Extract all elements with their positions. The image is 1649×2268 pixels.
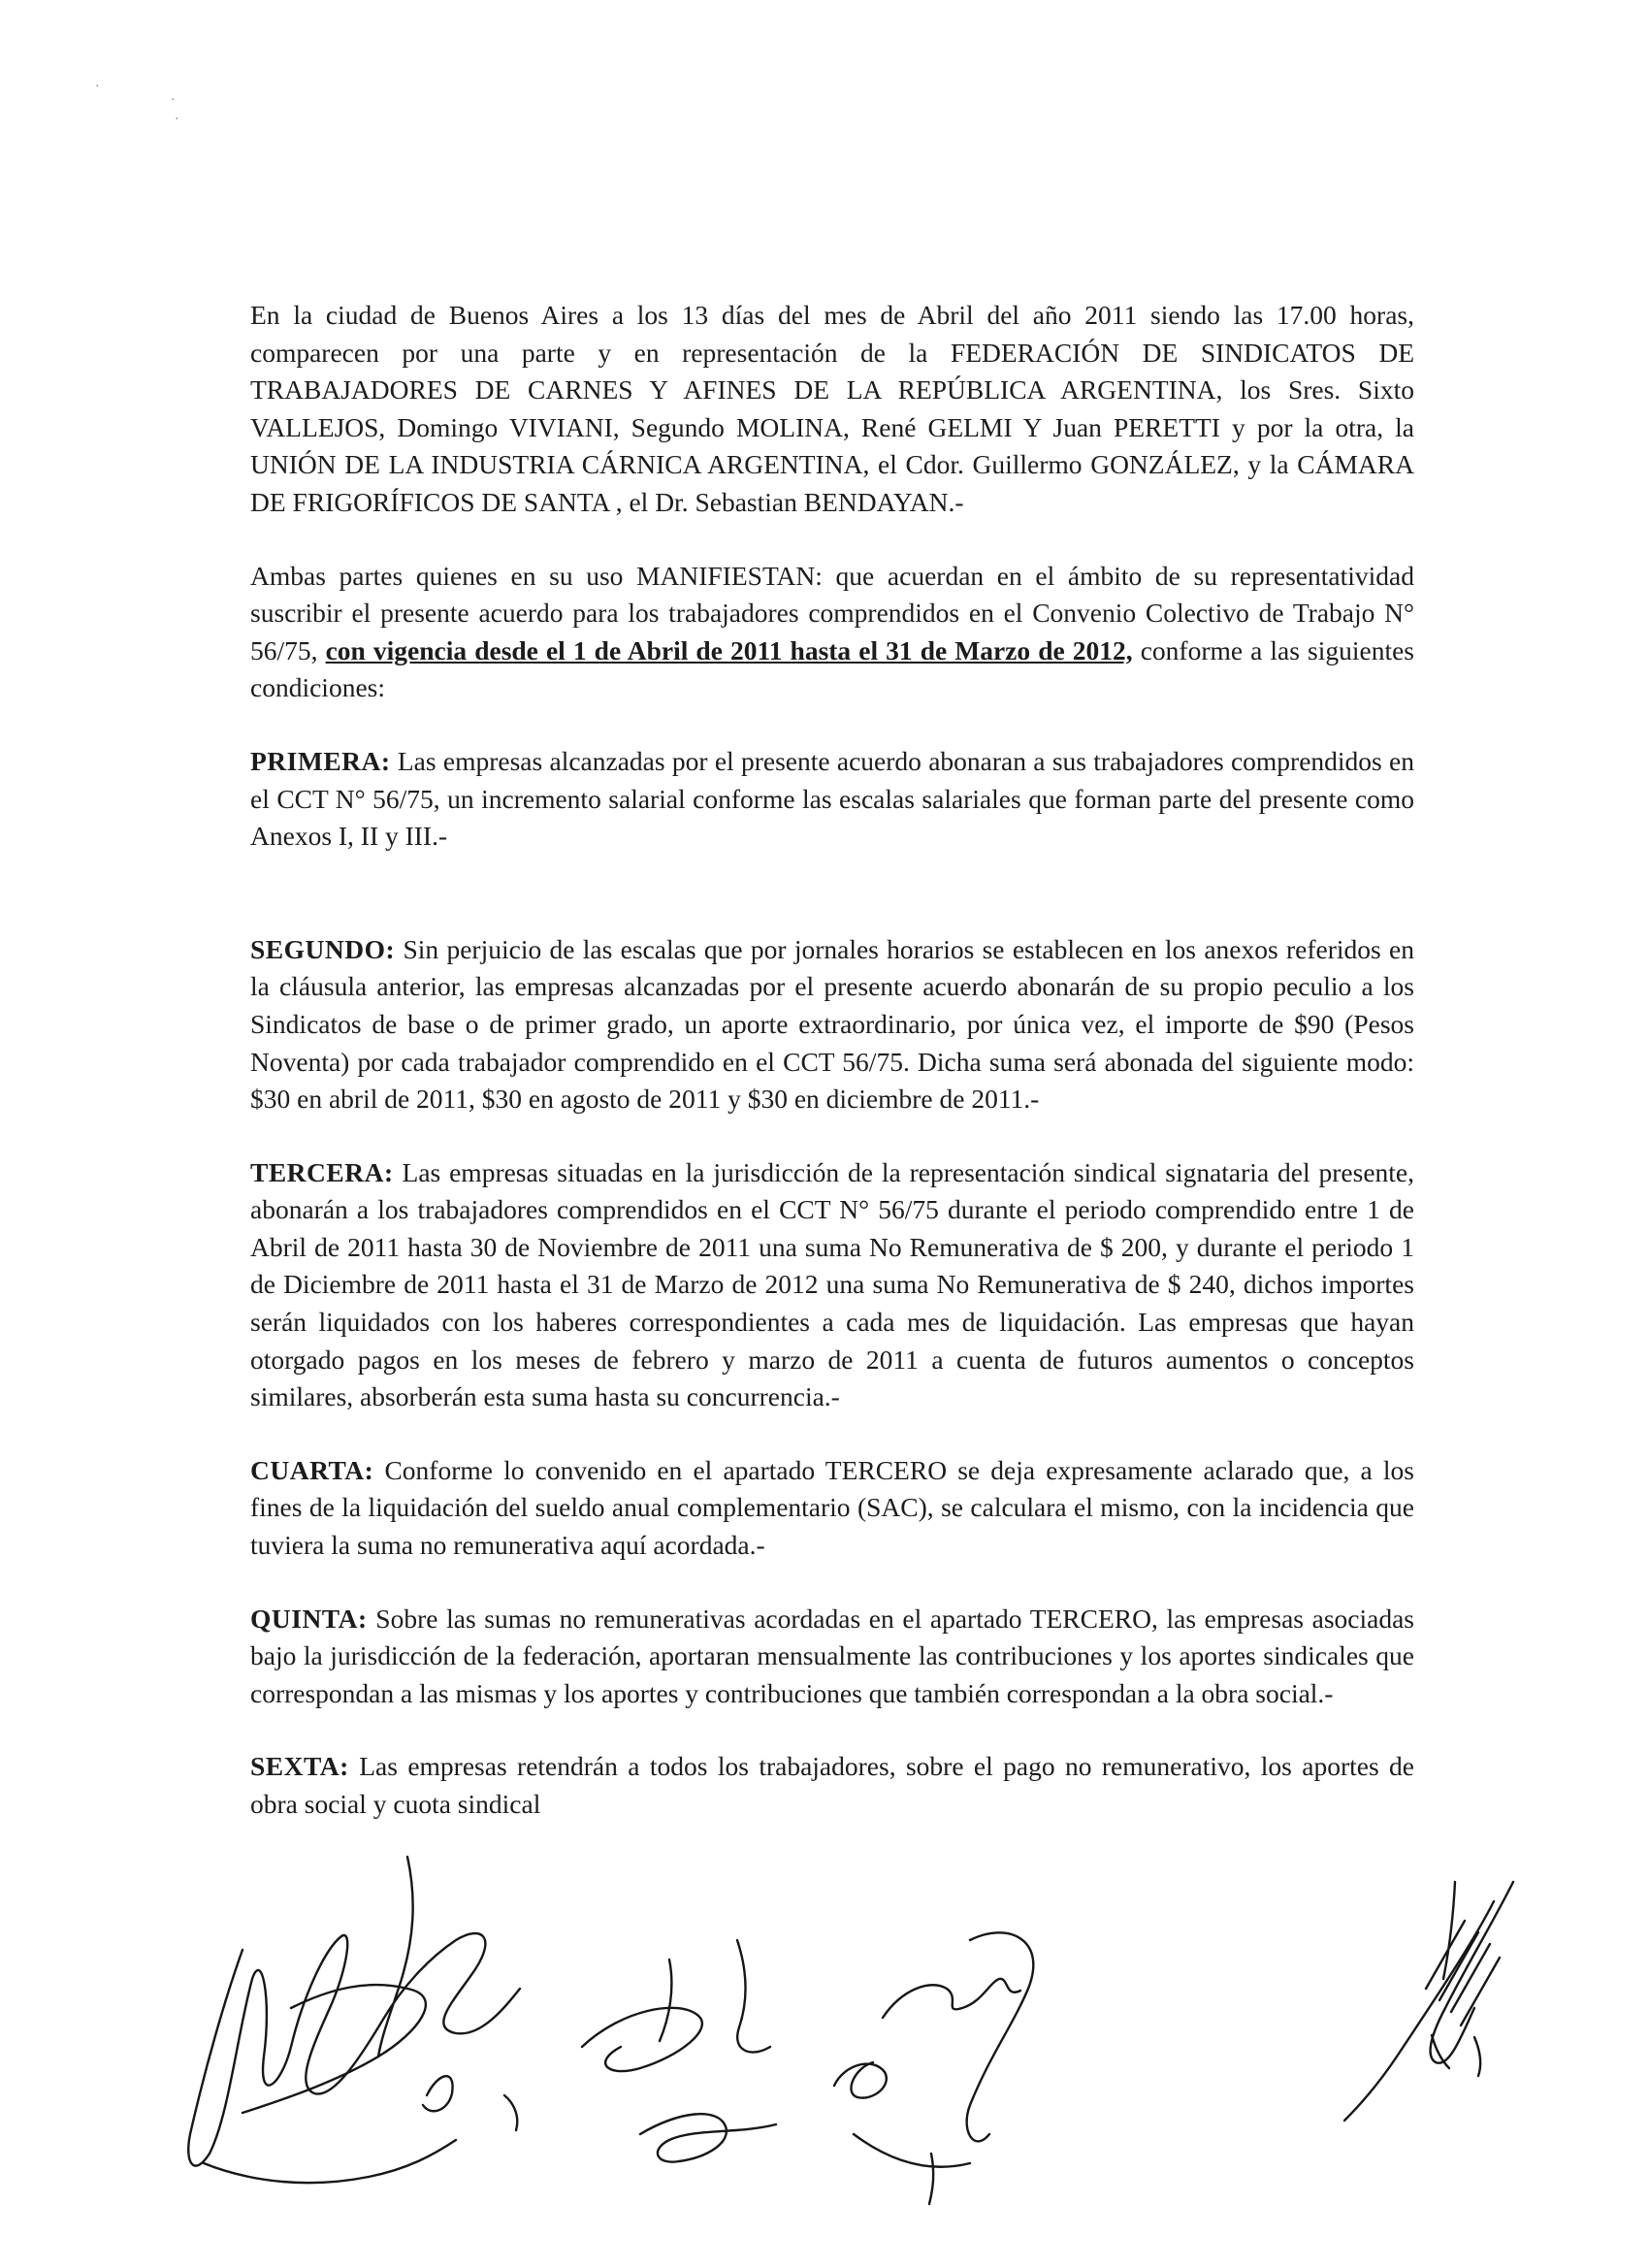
clause-text: Sobre las sumas no remunerativas acordadas en el apartado TERCERO, las empresas asociadas bajo la jurisdicción de la federación, aportaran mensualmente las contribuciones y los aportes sindicales que correspondan a las mismas y los aportes y contribuciones que también correspondan a la obra social.- bbox=[250, 1603, 1415, 1708]
clause-text: Conforme lo convenido en el apartado TERCERO se deja expresamente aclarado que, a los fines de la liquidación del sueldo anual complementario (SAC), se calculara el mismo, con la incidencia que tuviera la suma no remunerativa aquí acordada.- bbox=[250, 1454, 1415, 1561]
scan-speck: · bbox=[171, 93, 176, 108]
document-body bbox=[250, 297, 1414, 1824]
clause-label: TERCERA: bbox=[250, 1156, 394, 1187]
signature-1 bbox=[188, 1857, 520, 2183]
clause-tercera bbox=[250, 1154, 1414, 1416]
clause-text: Sin perjuicio de las escalas que por jornales horarios se establecen en los anexos referidos en la cláusula anterior, las empresas alcanzadas por el presente acuerdo abonarán de su propio peculio a los Sindicatos de base o de primer grado, un aporte extraordinario, por única vez, el importe de $90 (Pesos Noventa) por cada trabajador comprendido en el CCT 56/75. Dicha suma será abonada del siguiente modo: $30 en abril de 2011, $30 en agosto de 2011 y $30 en diciembre de 2011.- bbox=[250, 933, 1414, 1115]
clause-quinta bbox=[250, 1601, 1414, 1713]
manifiestan-conditions: conforme a las siguientes condiciones: bbox=[250, 634, 1414, 703]
manifiestan-text: Ambas partes quienes en su uso MANIFIESTAN: que acuerdan en el ámbito de su representatividad suscribir el presente acuerdo para los trabajadores comprendidos en el Convenio Colectivo de Trabajo N° 56/75, bbox=[250, 560, 1414, 665]
signature-3 bbox=[834, 1932, 1033, 2204]
clause-text: Las empresas retendrán a todos los trabajadores, sobre el pago no remunerativo, los aportes de obra social y cuota sindical bbox=[250, 1751, 1415, 1819]
manifiestan-paragraph bbox=[250, 558, 1414, 707]
vigencia-underlined: con vigencia desde el 1 de Abril de 2011 hasta el 31 de Marzo de 2012, bbox=[325, 634, 1133, 665]
signature-2 bbox=[504, 1940, 776, 2162]
scan-speck: · bbox=[175, 113, 179, 127]
signatures-area bbox=[0, 1843, 1649, 2268]
clause-label: QUINTA: bbox=[250, 1603, 368, 1634]
clause-sexta bbox=[250, 1748, 1414, 1823]
clause-label: SEGUNDO: bbox=[250, 933, 396, 964]
clause-label: CUARTA: bbox=[250, 1454, 374, 1485]
clause-segundo bbox=[250, 931, 1414, 1118]
intro-paragraph: En la ciudad de Buenos Aires a los 13 días del mes de Abril del año 2011 siendo las 17.00 horas, comparecen por una parte y en representación de la FEDERACIÓN DE SINDICATOS DE TRABAJADORES DE CARNES Y AFINES DE LA REPÚBLICA ARGENTINA, los Sres. Sixto VALLEJOS, Domingo VIVIANI, Segundo MOLINA, René GELMI Y Juan PERETTI y por la otra, la UNIÓN DE LA INDUSTRIA CÁRNICA ARGENTINA, el Cdor. Guillermo GONZÁLEZ, y la CÁMARA DE FRIGORÍFICOS DE SANTA , el Dr. Sebastian BENDAYAN.- bbox=[250, 300, 1414, 517]
clause-cuarta bbox=[250, 1452, 1414, 1565]
clause-label: PRIMERA: bbox=[250, 745, 391, 776]
scan-speck: · bbox=[95, 80, 100, 94]
signatures-drawing bbox=[0, 1843, 1649, 2268]
clause-text: Las empresas alcanzadas por el presente acuerdo abonaran a sus trabajadores comprendidos en el CCT N° 56/75, un incremento salarial conforme las escalas salariales que forman parte del presente como Anexos I, II y III.- bbox=[250, 745, 1415, 852]
clause-text: Las empresas situadas en la jurisdicción de la representación sindical signataria del presente, abonarán a los trabajadores comprendidos en el CCT N° 56/75 durante el periodo comprendido entre 1 de Abril de 2011 hasta 30 de Noviembre de 2011 una suma No Remunerativa de $ 200, y durante el periodo 1 de Diciembre de 2011 hasta el 31 de Marzo de 2012 una suma No Remunerativa de $ 240, dichos importes serán liquidados con los haberes correspondientes a cada mes de liquidación. Las empresas que hayan otorgado pagos en los meses de febrero y marzo de 2011 a cuenta de futuros aumentos o conceptos similares, absorberán esta suma hasta su concurrencia.- bbox=[250, 1156, 1414, 1412]
clause-primera bbox=[250, 743, 1414, 856]
signature-4 bbox=[1344, 1882, 1513, 2121]
clause-label: SEXTA: bbox=[250, 1751, 349, 1782]
